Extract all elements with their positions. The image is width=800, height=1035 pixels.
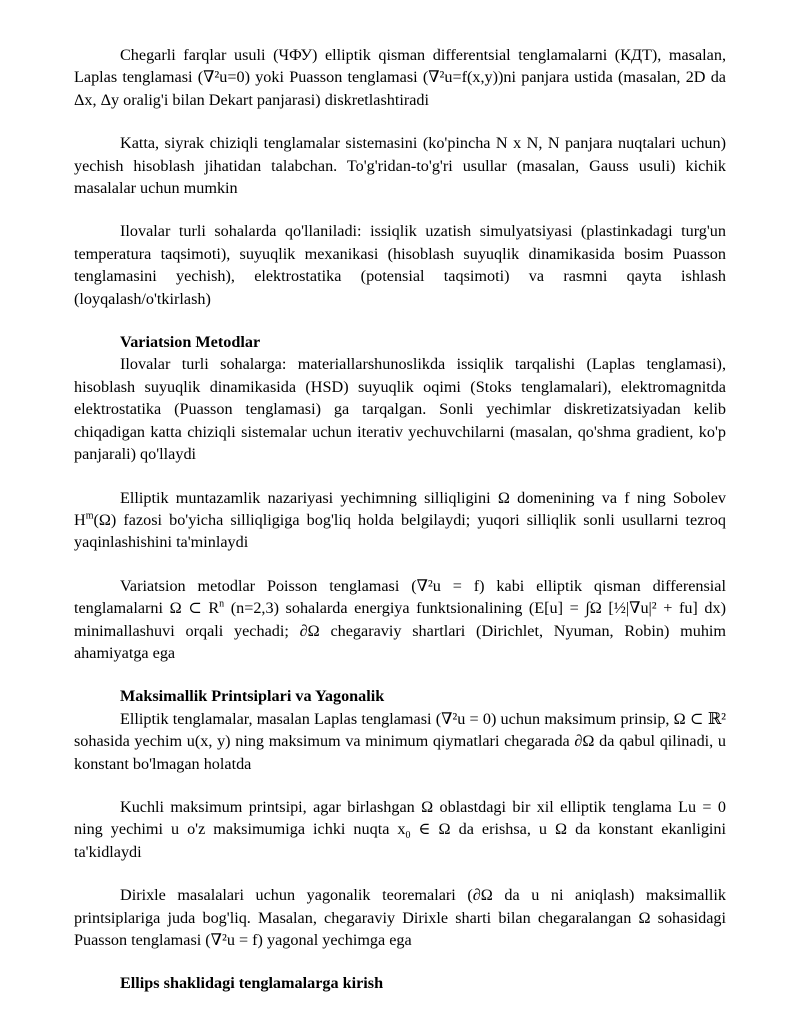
paragraph-uniqueness-theorems: Dirixle masalalari uchun yagonalik teoremalari (∂Ω da u ni aniqlash) maksimallik printsiplariga juda bog'liq. Masalan, chegaraviy Dirixle sharti bilan chegaralangan Ω sohasidagi Puasson tenglamasi (∇²u = f) yagonal yechimga ega (74, 886, 726, 949)
paragraph-finite-difference-method: Chegarli farqlar usuli (ЧФУ) elliptik qisman differentsial tenglamalarni (КДТ), masalan, Laplas tenglamasi (∇²u=0) yoki Puasson tenglamasi (∇²u=f(x,y))ni panjara ustida (masalan, 2D da Δx, Δy oralig'i bilan Dekart panjarasi) diskretlashtiradi (74, 46, 726, 109)
point-subscript: 0 (405, 830, 411, 842)
paragraph-variational-methods (74, 575, 726, 665)
document-body (74, 44, 726, 995)
paragraph-strong-maximum-principle (74, 796, 726, 863)
heading-variational-methods: Variatsion Metodlar (120, 333, 261, 352)
paragraph-variational-methods-text-b: (n=2,3) sohalarda energiya funktsionalining (E[u] = ∫Ω [½|∇u|² + fu] dx) minimallashuvi orqali yechadi; ∂Ω chegaraviy shartlari (Dirichlet, Nyuman, Robin) muhim ahamiyatga ega (74, 599, 726, 662)
dimension-superscript: n (219, 598, 225, 610)
paragraph-variational-methods-text-a: Variatsion metodlar Poisson tenglamasi (∇²u = f) kabi elliptik qisman differensial tenglamalarni Ω ⊂ R (74, 576, 726, 618)
paragraph-strong-maximum-principle-text-a: Kuchli maksimum printsipi, agar birlashgan Ω oblastdagi bir xil elliptik tenglama Lu = 0 ning yechimi u o'z maksimumiga ichki nuqta x (74, 797, 726, 839)
paragraph-strong-maximum-principle-text-b: ∈ Ω da erishsa, u Ω da konstant ekanligini ta'kidlaydi (74, 820, 726, 861)
heading-maximum-principles: Maksimallik Printsiplari va Yagonalik (120, 687, 385, 706)
paragraph-applications-fields: Ilovalar turli sohalarga: materiallarshunoslikda issiqlik tarqalishi (Laplas tenglamasi), hisoblash suyuqlik dinamikasida (HSD) suyuqlik oqimi (Stoks tenglamalari), elektromagnitda elektrostatika (Puasson tenglamasi) ga tarqalgan. Sonli yechimlar diskretizatsiyadan kelib chiqadigan katta chiziqli sistemalar uchun iterativ yechuvchilarni (masalan, qo'shma gradient, ko'p panjarali) qo'llaydi (74, 355, 726, 464)
paragraph-linear-systems: Katta, siyrak chiziqli tenglamalar sistemasini (ko'pincha N x N, N panjara nuqtalari uchun) yechish hisoblash jihatidan talabchan. To'g'ridan-to'g'ri usullar (masalan, Gauss usuli) kichik masalalar uchun mumkin (74, 134, 726, 198)
heading-elliptic-introduction: Ellips shaklidagi tenglamalarga kirish (120, 974, 384, 993)
paragraph-elliptic-regularity (74, 487, 726, 554)
paragraph-applications: Ilovalar turli sohalarda qo'llaniladi: issiqlik uzatish simulyatsiyasi (plastinkadagi turg'un temperatura taqsimoti), suyuqlik mexanikasi (hisoblash suyuqlik dinamikasida bosim Puasson tenglamasini yechish), elektrostatika (potensial taqsimoti) va rasmni qayta ishlash (loyqalash/o'tkirlash) (74, 222, 726, 308)
sobolev-superscript: m (85, 510, 94, 522)
paragraph-elliptic-regularity-text-a: Elliptik muntazamlik nazariyasi yechimning silliqligini Ω domenining va f ning Sobolev H (74, 488, 726, 529)
paragraph-maximum-principle: Elliptik tenglamalar, masalan Laplas tenglamasi (∇²u = 0) uchun maksimum prinsip, Ω ⊂ ℝ² sohasida yechim u(x, y) ning maksimum va minimum qiymatlari chegarada ∂Ω da qabul qilinadi, u konstant bo'lmagan holatda (74, 709, 726, 773)
paragraph-elliptic-regularity-text-b: (Ω) fazosi bo'yicha silliqligiga bog'liq holda belgilaydi; yuqori silliqlik sonli usullarni tezroq yaqinlashishini ta'minlaydi (74, 510, 726, 552)
